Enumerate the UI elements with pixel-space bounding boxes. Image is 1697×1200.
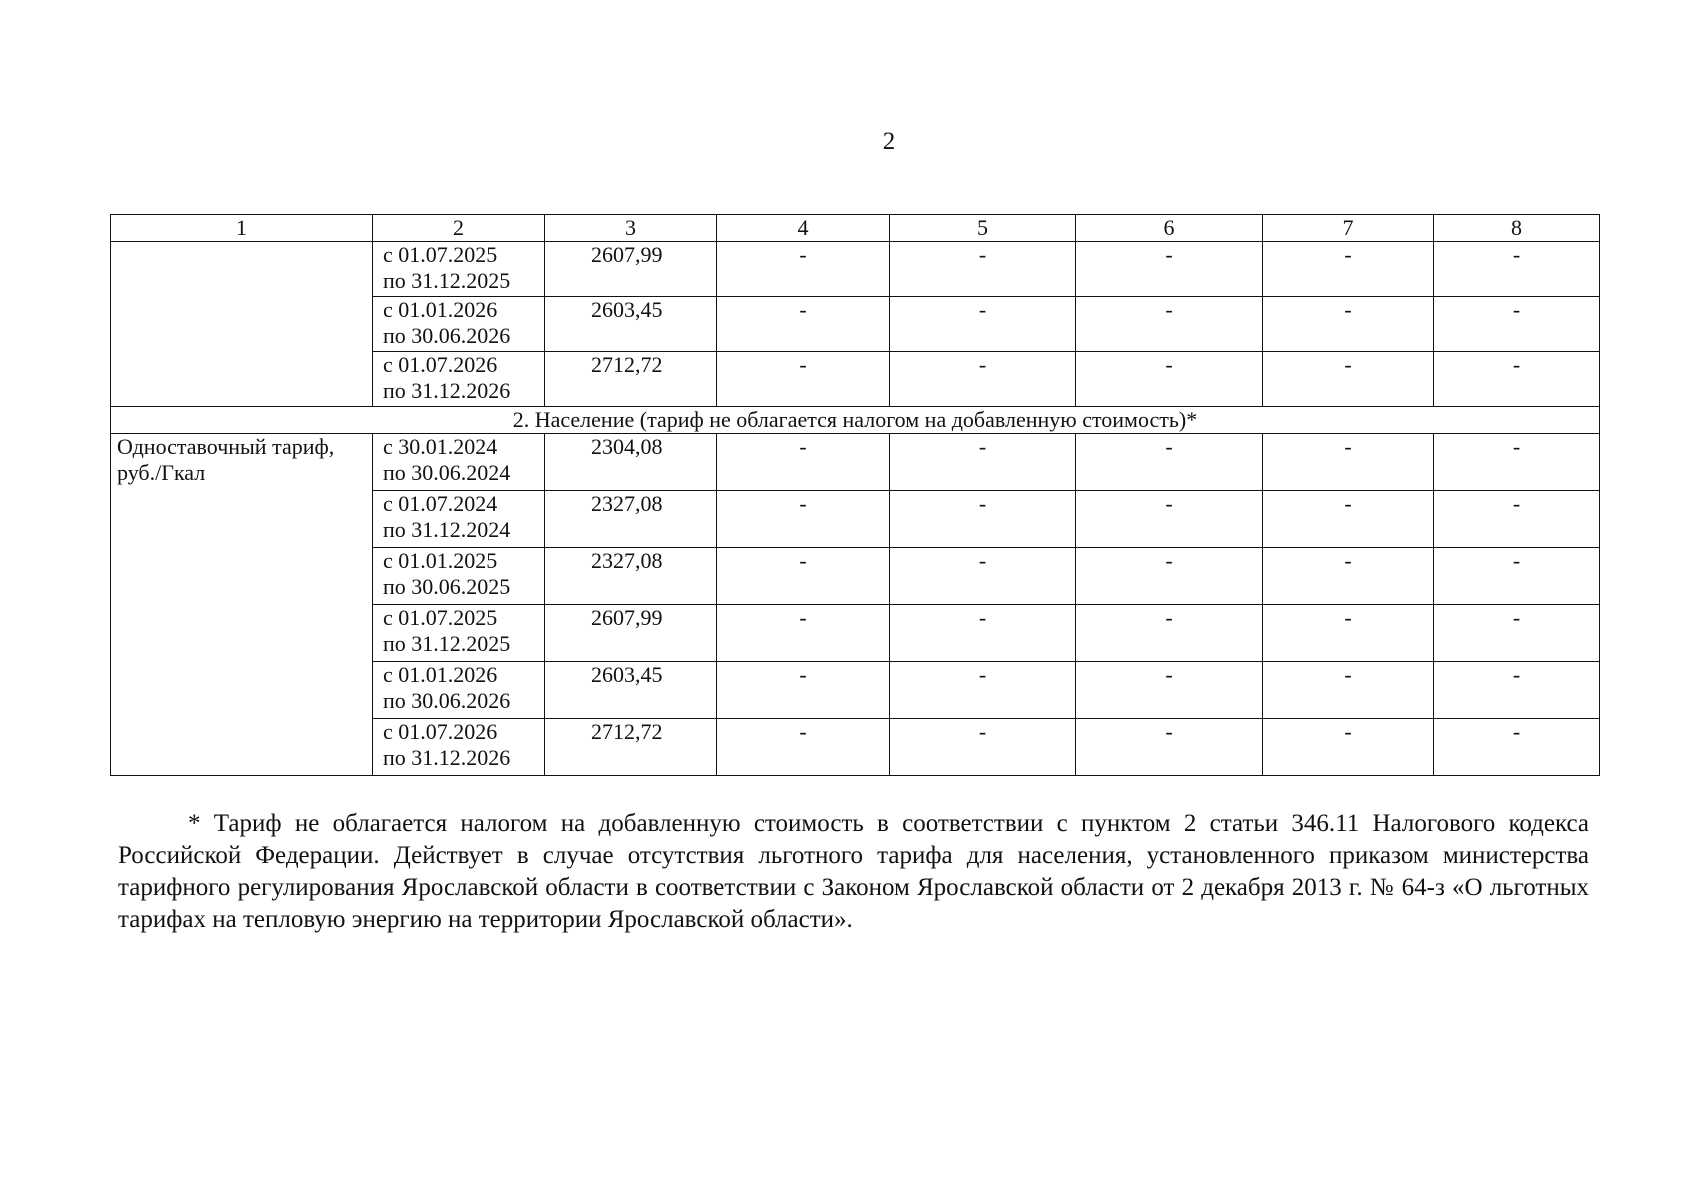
dash-cell: -: [1434, 352, 1600, 407]
dash-cell: -: [1434, 434, 1600, 491]
period-from: с 01.07.2025: [383, 242, 498, 267]
tariff-value: 2327,08: [545, 548, 717, 605]
dash-cell: -: [890, 605, 1076, 662]
tariff-value: 2603,45: [545, 662, 717, 719]
period-to: по 31.12.2025: [383, 268, 511, 293]
section-row: [111, 407, 1600, 434]
dash-cell: -: [1434, 548, 1600, 605]
tariff-value: 2712,72: [545, 719, 717, 776]
empty-name-cell: [111, 242, 373, 407]
period-from: с 01.01.2026: [383, 662, 498, 687]
table-row: [111, 434, 1600, 491]
dash-cell: -: [890, 662, 1076, 719]
dash-cell: -: [717, 242, 890, 297]
period-from: с 01.07.2026: [383, 352, 498, 377]
dash-cell: -: [1076, 548, 1263, 605]
dash-cell: -: [717, 297, 890, 352]
dash-cell: -: [1434, 719, 1600, 776]
table-row: [111, 242, 1600, 297]
period-cell: [373, 434, 545, 491]
period-cell: [373, 662, 545, 719]
dash-cell: -: [717, 662, 890, 719]
dash-cell: -: [1263, 662, 1434, 719]
tariff-table: [110, 214, 1600, 776]
column-number: 6: [1076, 215, 1263, 242]
tariff-value: 2607,99: [545, 605, 717, 662]
dash-cell: -: [717, 605, 890, 662]
tariff-value: 2304,08: [545, 434, 717, 491]
column-number: 3: [545, 215, 717, 242]
period-cell: [373, 242, 545, 297]
period-cell: [373, 719, 545, 776]
dash-cell: -: [1434, 297, 1600, 352]
dash-cell: -: [1434, 605, 1600, 662]
dash-cell: -: [717, 548, 890, 605]
period-to: по 31.12.2025: [383, 631, 511, 656]
dash-cell: -: [1434, 242, 1600, 297]
dash-cell: -: [1263, 605, 1434, 662]
tariff-value: 2603,45: [545, 297, 717, 352]
tariff-value: 2712,72: [545, 352, 717, 407]
dash-cell: -: [1263, 352, 1434, 407]
period-cell: [373, 491, 545, 548]
dash-cell: -: [717, 434, 890, 491]
tariff-table-body: [111, 215, 1600, 776]
dash-cell: -: [1434, 662, 1600, 719]
period-to: по 31.12.2026: [383, 745, 511, 770]
footnote: * Тариф не облагается налогом на добавленную стоимость в соответствии с пунктом 2 статьи 346.11 Налогового кодекса Российской Федерации. Действует в случае отсутствия льготного тарифа для населения, установленного приказом министерства тарифного регулирования Ярославской области в соответствии с Законом Ярославской области от 2 декабря 2013 г. № 64-з «О льготных тарифах на тепловую энергию на территории Ярославской области».: [118, 810, 1589, 933]
dash-cell: -: [890, 297, 1076, 352]
dash-cell: -: [717, 352, 890, 407]
page-number: 2: [882, 128, 896, 155]
dash-cell: -: [1076, 242, 1263, 297]
period-to: по 30.06.2025: [383, 574, 511, 599]
dash-cell: -: [890, 242, 1076, 297]
period-cell: [373, 352, 545, 407]
dash-cell: -: [1076, 434, 1263, 491]
column-number: 1: [111, 215, 373, 242]
column-number-row: [111, 215, 1600, 242]
dash-cell: -: [717, 491, 890, 548]
dash-cell: -: [717, 719, 890, 776]
dash-cell: -: [1076, 662, 1263, 719]
dash-cell: -: [1263, 434, 1434, 491]
dash-cell: -: [1263, 297, 1434, 352]
period-cell: [373, 548, 545, 605]
dash-cell: -: [1076, 352, 1263, 407]
period-from: с 01.07.2025: [383, 605, 498, 630]
period-to: по 30.06.2024: [383, 460, 511, 485]
dash-cell: -: [1263, 491, 1434, 548]
column-number: 7: [1263, 215, 1434, 242]
dash-cell: -: [1076, 297, 1263, 352]
section-title: 2. Население (тариф не облагается налогом на добавленную стоимость)*: [111, 407, 1600, 434]
period-from: с 30.01.2024: [383, 434, 498, 459]
column-number: 5: [890, 215, 1076, 242]
column-number: 2: [373, 215, 545, 242]
dash-cell: -: [1434, 491, 1600, 548]
tariff-name: Одноставочный тариф, руб./Гкал: [111, 434, 373, 776]
tariff-value: 2607,99: [545, 242, 717, 297]
period-to: по 31.12.2024: [383, 517, 511, 542]
dash-cell: -: [1263, 719, 1434, 776]
tariff-value: 2327,08: [545, 491, 717, 548]
dash-cell: -: [1263, 548, 1434, 605]
dash-cell: -: [890, 548, 1076, 605]
period-from: с 01.01.2025: [383, 548, 498, 573]
dash-cell: -: [1076, 719, 1263, 776]
column-number: 4: [717, 215, 890, 242]
period-to: по 30.06.2026: [383, 323, 511, 348]
dash-cell: -: [890, 491, 1076, 548]
dash-cell: -: [1263, 242, 1434, 297]
period-from: с 01.07.2026: [383, 719, 498, 744]
period-from: с 01.07.2024: [383, 491, 498, 516]
period-to: по 30.06.2026: [383, 688, 511, 713]
dash-cell: -: [890, 719, 1076, 776]
period-from: с 01.01.2026: [383, 297, 498, 322]
dash-cell: -: [890, 352, 1076, 407]
period-to: по 31.12.2026: [383, 378, 511, 403]
period-cell: [373, 605, 545, 662]
dash-cell: -: [1076, 491, 1263, 548]
column-number: 8: [1434, 215, 1600, 242]
dash-cell: -: [1076, 605, 1263, 662]
dash-cell: -: [890, 434, 1076, 491]
period-cell: [373, 297, 545, 352]
